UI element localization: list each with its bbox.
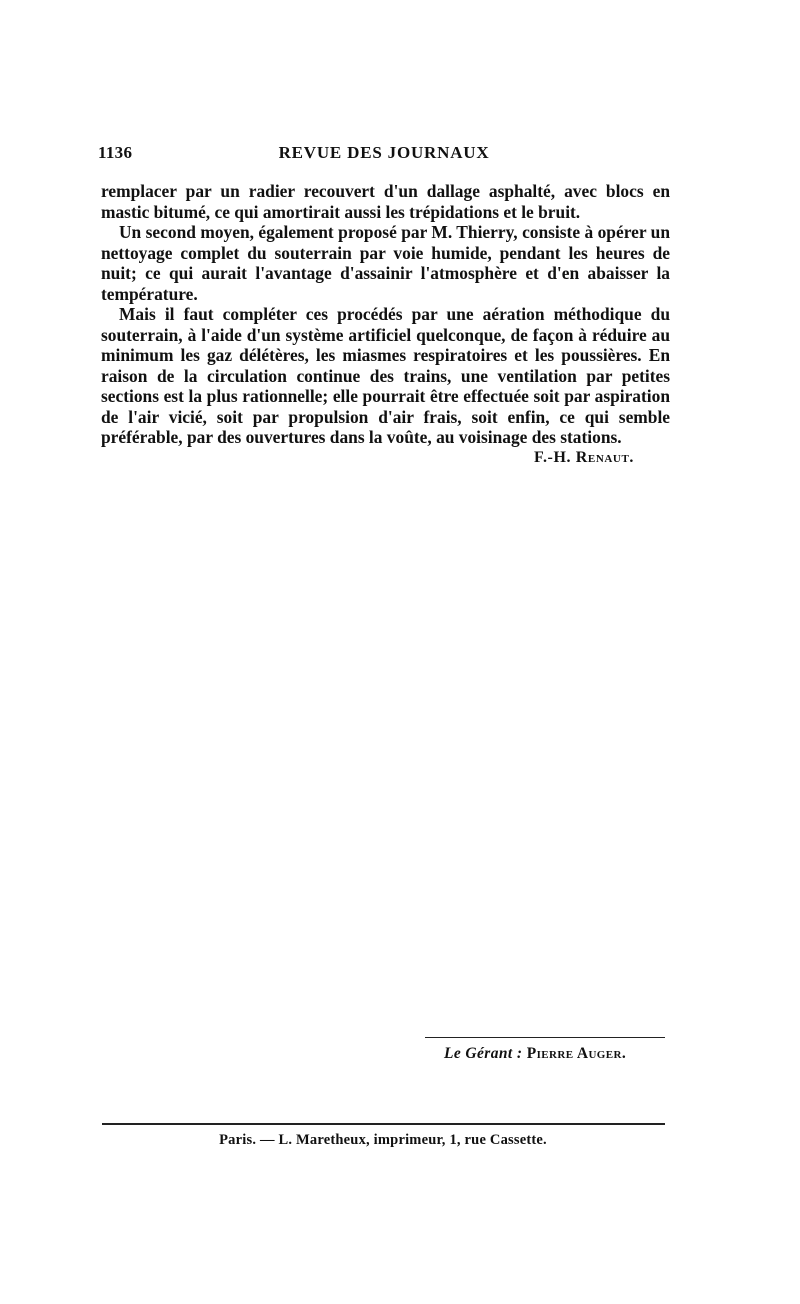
- imprint-rule: [102, 1123, 665, 1125]
- article-body: [101, 181, 670, 468]
- paragraph-2: Un second moyen, également proposé par M. Thierry, consiste à opérer un nettoyage complet du souterrain par voie humide, pendant les heures de nuit; ce qui aurait l'avantage d'assainir l'atmosphère et d'en abaisser la température.: [101, 222, 670, 304]
- running-header: [98, 143, 670, 165]
- paragraph-1: remplacer par un radier recouvert d'un dallage asphalté, avec blocs en mastic bitumé, ce qui amortirait aussi les trépidations et le bruit.: [101, 181, 670, 222]
- running-title: REVUE DES JOURNAUX: [278, 143, 490, 162]
- gerant-rule: [425, 1037, 665, 1038]
- gerant-line: [444, 1045, 674, 1063]
- printer-imprint: Paris. — L. Maretheux, imprimeur, 1, rue Cassette.: [219, 1132, 547, 1148]
- gerant-name: Pierre Auger.: [526, 1045, 627, 1062]
- gerant-label: Le Gérant :: [444, 1045, 523, 1062]
- paragraph-3: Mais il faut compléter ces procédés par une aération méthodique du souterrain, à l'aide d'un système artificiel quelconque, de façon à réduire au minimum les gaz délétères, les miasmes respiratoires et les poussières. En raison de la circulation continue des trains, une ventilation par petites sections est la plus rationnelle; elle pourrait être effectuée soit par aspiration de l'air vicié, soit par propulsion d'air frais, soit enfin, ce qui semble préférable, par des ouvertures dans la voûte, au voisinage des stations.: [101, 304, 670, 447]
- page-number: 1136: [98, 143, 133, 162]
- author-signature: F.-H. Renaut.: [534, 448, 634, 466]
